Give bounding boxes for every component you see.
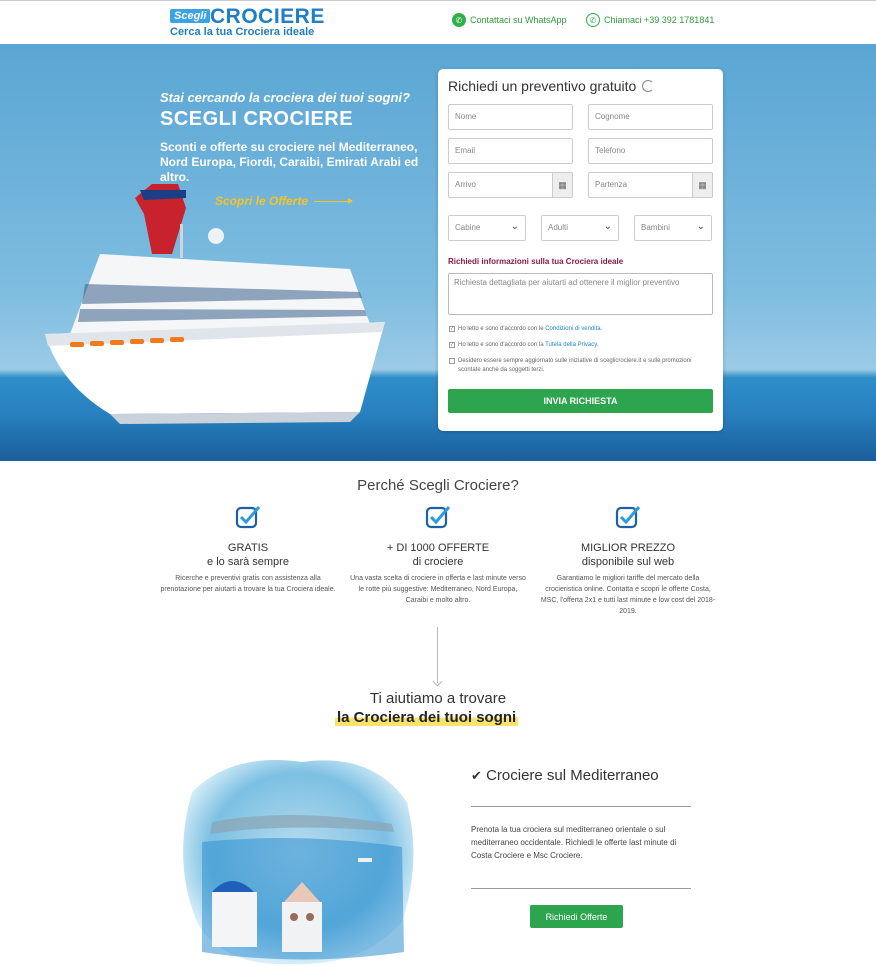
cruise-ship-image	[40, 184, 400, 429]
terms-link[interactable]: Condizioni di vendita.	[545, 326, 603, 332]
whatsapp-label: Contattaci su WhatsApp	[470, 15, 567, 25]
hero-question: Stai cercando la crociera dei tuoi sogni?	[160, 90, 410, 105]
submit-request-button[interactable]: INVIA RICHIESTA	[448, 389, 713, 413]
calendar-icon[interactable]: ▦	[552, 173, 572, 197]
request-textarea[interactable]: Richiesta dettagliata per aiutarti ad ottenere il miglior preventivo	[448, 273, 713, 315]
nome-input[interactable]: Nome	[448, 104, 573, 130]
divider	[471, 806, 691, 807]
cabine-value: Cabine	[455, 223, 481, 232]
logo-tag: Scegli	[170, 9, 210, 23]
feature-prezzo	[538, 504, 718, 617]
request-offers-button[interactable]: Richiedi Offerte	[530, 905, 623, 928]
chevron-down-icon: ⌄	[510, 221, 519, 232]
arrivo-date-input[interactable]	[448, 172, 573, 198]
help-title-line1: Ti aiutiamo a trovare	[369, 690, 507, 707]
feature-offerte	[348, 504, 528, 606]
terms-text: Ho letto e sono d'accordo con le	[458, 326, 544, 332]
privacy-checkbox[interactable]: ✓	[450, 342, 455, 348]
chevron-down-icon: ⌄	[603, 221, 612, 232]
feature-text: Una vasta scelta di crociere in offerta e last minute verso le rotte più suggestive: Mediterraneo, Nord Europa, Caraibi e molto altro.	[350, 575, 526, 604]
privacy-text: Ho letto e sono d'accordo con la	[458, 342, 544, 348]
form-title	[448, 78, 654, 94]
partenza-date-input[interactable]	[588, 172, 713, 198]
newsletter-text: Desidero essere sempre aggiornato sulle iniziative di sceglicrociere.it e sulle promozioni scontate anche da soggetti terzi.	[458, 358, 692, 373]
check-badge-icon	[615, 504, 641, 530]
divider	[471, 888, 691, 889]
hero-section	[0, 44, 876, 461]
check-badge-icon	[425, 504, 451, 530]
privacy-checkbox-row[interactable]	[449, 341, 711, 350]
loading-spinner-icon	[642, 80, 654, 92]
bambini-select[interactable]	[634, 215, 712, 241]
why-title: Perché Scegli Crociere?	[357, 477, 519, 494]
form-info-label: Richiedi informazioni sulla tua Crociera ideale	[448, 257, 624, 266]
adulti-select[interactable]	[541, 215, 619, 241]
terms-checkbox-row[interactable]	[449, 325, 711, 334]
telefono-input[interactable]: Telefono	[588, 138, 713, 164]
help-title-line2: la Crociera dei tuoi sogni	[337, 709, 517, 726]
mediterraneo-text: Prenota la tua crociera sul mediterraneo orientale o sul mediterraneo occidentale. Richiedi le offerte last minute di Costa Crociere e Msc Crociere.	[471, 825, 677, 860]
site-logo[interactable]	[168, 5, 325, 40]
whatsapp-contact-link[interactable]	[452, 13, 567, 27]
cognome-input[interactable]: Cognome	[588, 104, 713, 130]
email-input[interactable]: Email	[448, 138, 573, 164]
arrow-right-icon	[314, 201, 352, 202]
discover-offers-label: Scopri le Offerte	[215, 194, 309, 208]
arrivo-placeholder: Arrivo	[455, 180, 476, 189]
feature-gratis	[158, 504, 338, 595]
logo-slogan: Cerca la tua Crociera ideale	[170, 26, 315, 38]
hero-subtitle: Sconti e offerte su crociere nel Mediterraneo, Nord Europa, Fiordi, Caraibi, Emirati Arabi ed altro.	[160, 140, 419, 184]
hero-title: SCEGLI CROCIERE	[160, 108, 354, 130]
phone-label: Chiamaci +39 392 1781841	[604, 15, 715, 25]
discover-offers-link[interactable]	[215, 194, 352, 208]
adulti-value: Adulti	[548, 223, 569, 232]
partenza-placeholder: Partenza	[595, 180, 628, 189]
down-arrow-divider	[437, 627, 438, 683]
newsletter-checkbox[interactable]	[449, 358, 455, 364]
whatsapp-icon: ✆	[452, 13, 466, 27]
check-badge-icon	[235, 504, 261, 530]
phone-contact-link[interactable]	[586, 13, 714, 27]
bambini-value: Bambini	[641, 223, 670, 232]
feature-text: Ricerche e preventivi gratis con assistenza alla prenotazione per aiutarti a trovare la tua Crociera ideale.	[160, 575, 336, 593]
phone-icon: ✆	[586, 13, 600, 27]
check-circle-icon: ✔	[471, 768, 482, 783]
feature-heading: GRATIS e lo sarà sempre	[207, 542, 289, 568]
mediterraneo-title: ✔ Crociere sul Mediterraneo	[471, 767, 659, 784]
form-title-text: Richiedi un preventivo gratuito	[448, 78, 637, 94]
privacy-link[interactable]: Tutela della Privacy.	[545, 342, 599, 348]
top-bar	[0, 0, 876, 44]
terms-checkbox[interactable]: ✓	[450, 326, 455, 332]
feature-heading: MIGLIOR PREZZO disponibile sul web	[580, 542, 676, 568]
logo-brand: CROCIERE	[210, 5, 325, 28]
newsletter-checkbox-row[interactable]	[449, 357, 711, 375]
cabine-select[interactable]	[448, 215, 526, 241]
feature-text: Garantiamo le migliori tariffe del mercato della crocieristica online. Contatta e scopri le offerte Costa, MSC, l'offerta 2x1 e tutti last minute e low cost del 2018-2019.	[540, 575, 716, 615]
chevron-down-icon: ⌄	[696, 221, 705, 232]
feature-heading: + DI 1000 OFFERTE di crociere	[386, 542, 490, 568]
calendar-icon[interactable]: ▦	[692, 173, 712, 197]
santorini-watercolor-image	[172, 752, 422, 967]
quote-request-form	[438, 69, 723, 431]
